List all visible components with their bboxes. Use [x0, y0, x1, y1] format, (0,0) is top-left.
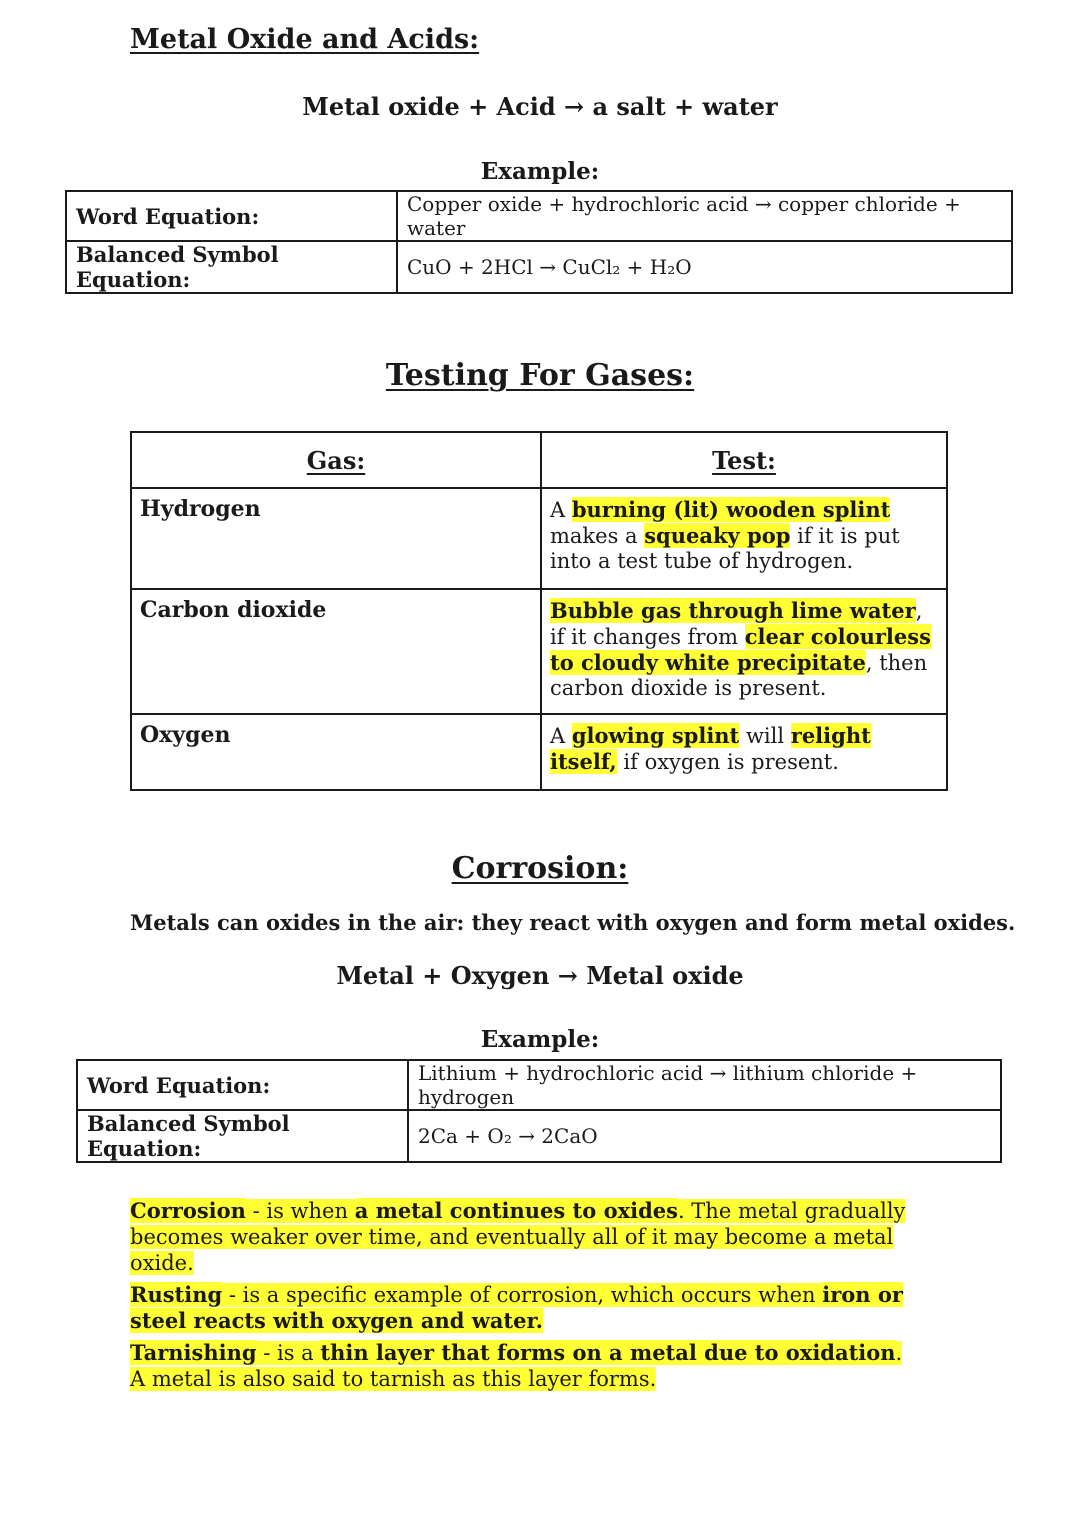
text-segment: glowing splint: [571, 723, 740, 748]
table-row: [131, 589, 947, 714]
definition-tarnishing: [130, 1340, 920, 1392]
section-heading-testing-gases: Testing For Gases:: [385, 358, 695, 393]
definition-corrosion: [130, 1198, 950, 1276]
text-segment: Tarnishing: [130, 1340, 257, 1365]
example-equation-table: [65, 190, 1013, 294]
table-header-row: [131, 432, 947, 488]
table-row: [66, 191, 1012, 241]
text-segment: . The metal gradually becomes weaker over time, and eventually all of it may become a metal oxide.: [130, 1199, 906, 1275]
section-heading-corrosion: Corrosion:: [451, 851, 629, 886]
row-value: CuO + 2HCl → CuCl₂ + H₂O: [397, 241, 1012, 293]
text-segment: , then carbon dioxide is present.: [550, 651, 928, 700]
text-segment: - is a specific example of corrosion, which occurs when: [222, 1283, 823, 1307]
text-segment: if oxygen is present.: [616, 750, 839, 774]
definition-rusting: [130, 1282, 910, 1334]
row-label: Balanced Symbol Equation:: [66, 241, 397, 293]
table-row: [131, 488, 947, 589]
row-label: Balanced Symbol Equation:: [77, 1110, 408, 1162]
text-segment: Rusting: [130, 1282, 223, 1307]
definitions-block: [130, 1198, 950, 1392]
gas-test-table: [130, 431, 948, 791]
text-segment: makes a: [550, 524, 645, 548]
gas-test-description: [541, 488, 947, 589]
text-segment: squeaky pop: [644, 523, 791, 548]
text-segment: iron or steel reacts with oxygen and water.: [130, 1282, 903, 1333]
text-segment: a metal continues to oxides: [354, 1198, 678, 1223]
table-row: [131, 714, 947, 790]
row-label: Word Equation:: [66, 191, 397, 241]
text-segment: thin layer that forms on a metal due to oxidation: [320, 1340, 896, 1365]
text-segment: if it is put into a test tube of hydrogen.: [550, 524, 900, 573]
gas-name: Carbon dioxide: [131, 589, 541, 714]
table-row: [77, 1060, 1001, 1110]
gas-test-description: [541, 714, 947, 790]
text-segment: Corrosion: [130, 1198, 246, 1223]
text-segment: - is a: [256, 1341, 321, 1365]
row-value: Lithium + hydrochloric acid → lithium chloride + hydrogen: [408, 1060, 1001, 1110]
example-label: Example:: [480, 1026, 600, 1053]
general-equation: Metal oxide + Acid → a salt + water: [302, 92, 778, 121]
text-segment: - is when: [245, 1199, 355, 1223]
example-label: Example:: [480, 158, 600, 185]
example-equation-table: [76, 1059, 1002, 1163]
text-segment: A: [550, 724, 572, 748]
corrosion-intro: Metals can oxides in the air: they react with oxygen and form metal oxides.: [130, 910, 1016, 935]
column-header-test: Test:: [541, 432, 947, 488]
table-row: [77, 1110, 1001, 1162]
column-header-gas: Gas:: [131, 432, 541, 488]
text-segment: , if it changes from: [550, 599, 923, 649]
row-value: Copper oxide + hydrochloric acid → copper chloride + water: [397, 191, 1012, 241]
gas-test-description: [541, 589, 947, 714]
gas-name: Oxygen: [131, 714, 541, 790]
text-segment: A: [550, 498, 572, 522]
text-segment: burning (lit) wooden splint: [571, 497, 891, 522]
table-row: [66, 241, 1012, 293]
text-segment: relight itself,: [550, 723, 871, 774]
text-segment: Bubble gas through lime water: [550, 598, 916, 623]
text-segment: clear colourless to cloudy white precipitate: [550, 624, 931, 675]
row-value: 2Ca + O₂ → 2CaO: [408, 1110, 1001, 1162]
row-label: Word Equation:: [77, 1060, 408, 1110]
general-equation: Metal + Oxygen → Metal oxide: [336, 961, 744, 990]
text-segment: . A metal is also said to tarnish as this layer forms.: [130, 1341, 903, 1391]
gas-name: Hydrogen: [131, 488, 541, 589]
text-segment: will: [739, 724, 791, 748]
section-heading-metal-oxide-acids: Metal Oxide and Acids:: [130, 24, 480, 55]
